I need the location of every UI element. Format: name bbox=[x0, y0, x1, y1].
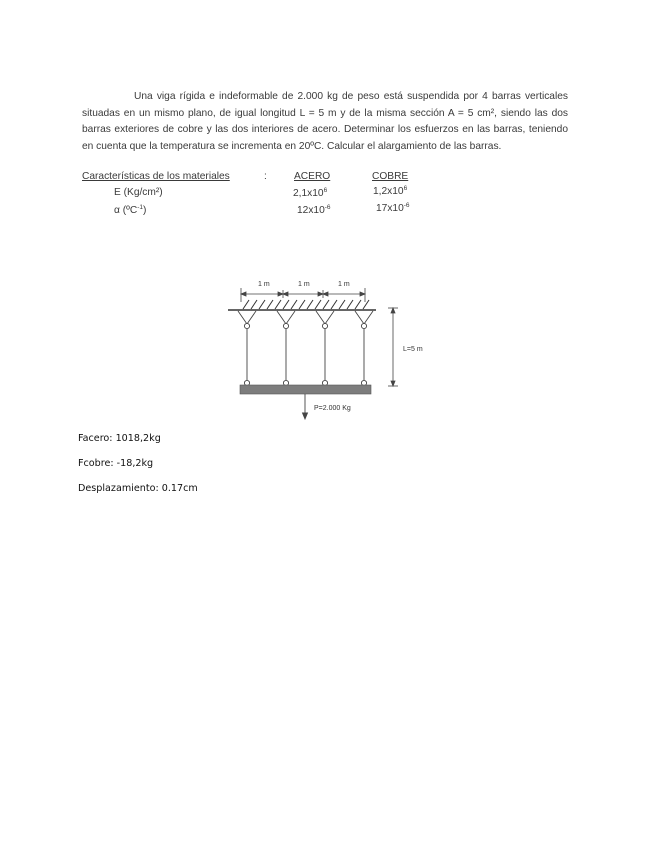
bar-acero-right bbox=[316, 311, 334, 386]
length-label: L=5 m bbox=[403, 346, 423, 353]
spacing-label-2: 1 m bbox=[298, 281, 310, 288]
cell-acero-alpha bbox=[297, 204, 331, 216]
spacing-dimension bbox=[241, 288, 365, 302]
cell-cobre-modulus-exp: 6 bbox=[403, 185, 408, 192]
properties-title-colon: : bbox=[264, 171, 267, 182]
bar-acero-left bbox=[277, 311, 295, 386]
properties-title bbox=[82, 171, 230, 182]
answer-facero: Facero: 1018,2kg bbox=[78, 433, 161, 444]
bar-cobre-right bbox=[355, 311, 373, 386]
properties-title-text: Características de los materiales bbox=[82, 171, 230, 182]
rigid-beam bbox=[240, 385, 371, 394]
cell-cobre-alpha bbox=[376, 202, 410, 214]
cell-acero-alpha-base: 12x10 bbox=[297, 205, 325, 216]
cell-acero-modulus-base: 2,1x10 bbox=[293, 188, 324, 199]
spacing-label-1: 1 m bbox=[258, 281, 270, 288]
length-dimension bbox=[388, 308, 398, 386]
bar-cobre-left bbox=[238, 311, 256, 386]
problem-statement bbox=[82, 89, 568, 155]
cell-acero-modulus-exp: 6 bbox=[323, 187, 328, 194]
row-label-alpha bbox=[114, 204, 146, 216]
answer-desplazamiento: Desplazamiento: 0.17cm bbox=[78, 483, 198, 494]
ceiling-support bbox=[228, 300, 376, 310]
cell-cobre-modulus bbox=[373, 185, 407, 197]
row-label-alpha-base: α (ºC bbox=[114, 205, 138, 216]
cell-acero-modulus bbox=[293, 187, 327, 199]
row-label-alpha-close: ) bbox=[142, 205, 147, 216]
load-arrow bbox=[303, 394, 308, 419]
answer-fcobre: Fcobre: -18,2kg bbox=[78, 458, 154, 469]
row-label-modulus: E (Kg/cm²) bbox=[114, 187, 163, 198]
cell-acero-alpha-exp: -6 bbox=[324, 204, 331, 211]
spacing-label-3: 1 m bbox=[338, 281, 350, 288]
cell-cobre-alpha-exp: -6 bbox=[403, 202, 410, 209]
cell-cobre-alpha-base: 17x10 bbox=[376, 203, 404, 214]
header-cobre: COBRE bbox=[372, 171, 409, 182]
header-acero: ACERO bbox=[294, 171, 331, 182]
beam-diagram bbox=[225, 272, 425, 422]
row-label-alpha-exp: -1 bbox=[137, 204, 143, 211]
load-label: P=2.000 Kg bbox=[314, 405, 351, 412]
problem-text: Una viga rígida e indeformable de 2.000 kg de peso está suspendida por 4 barras verticales situadas en un mismo plano, de igual longitud L = 5 m y de la misma sección A = 5 cm², siendo las dos barras exteriores de cobre y las dos interiores de acero. Determinar los esfuerzos en las barras, teniendo en cuenta que la temperatura se incrementa en 20ºC. Calcular el alargamiento de las barras. bbox=[82, 91, 568, 152]
cell-cobre-modulus-base: 1,2x10 bbox=[373, 186, 404, 197]
